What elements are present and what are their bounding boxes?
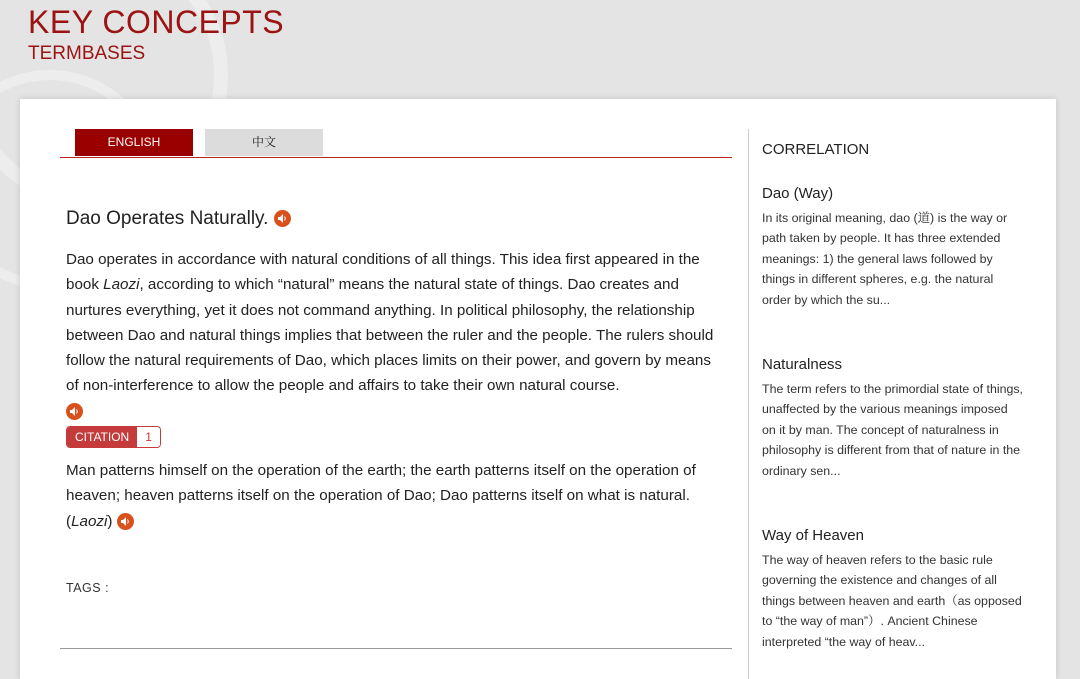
- term-title: [66, 207, 291, 231]
- tab-chinese[interactable]: 中文: [205, 129, 323, 156]
- definition-text: , according to which “natural” means the natural state of things. Dao creates and nurtures everything, yet it does not command anything. In political philosophy, the relationship between Dao and natural things implies that between the ruler and the people. The rulers should follow the natural requirements of Dao, which places limits on their power, and govern by means of non-interference to allow the people and affairs to take their own natural course.: [66, 276, 714, 395]
- citation-close: ): [107, 512, 113, 530]
- correlation-excerpt: The term refers to the primordial state of things, unaffected by the various meanings imposed on it by man. The concept of naturalness in philosophy is different from that of nature in the ordinary sen...: [762, 382, 1024, 478]
- citation-text: [66, 458, 726, 534]
- term-definition: [66, 247, 726, 424]
- divider: [60, 648, 732, 649]
- citation-badge-label: CITATION: [67, 427, 137, 447]
- book-title: Laozi: [103, 276, 140, 294]
- citation-badge-count: 1: [137, 427, 160, 447]
- correlation-title[interactable]: Naturalness: [762, 356, 843, 373]
- citation-body: Man patterns himself on the operation of the earth; the earth patterns itself on the operation of heaven; heaven patterns itself on the operation of Dao; Dao patterns itself on what is natural. (: [66, 462, 696, 530]
- main-content: [60, 99, 732, 679]
- site-title[interactable]: KEY CONCEPTS: [28, 4, 285, 40]
- language-tabs: [60, 129, 732, 158]
- correlation-title[interactable]: Way of Heaven: [762, 527, 864, 544]
- term-title-text: Dao Operates Naturally.: [66, 208, 269, 229]
- speaker-icon[interactable]: [66, 403, 83, 420]
- speaker-icon[interactable]: [117, 513, 134, 530]
- correlation-title[interactable]: Dao (Way): [762, 185, 834, 202]
- citation-badge[interactable]: [66, 426, 161, 448]
- correlation-heading: CORRELATION: [762, 141, 870, 158]
- correlation-item: [762, 526, 1024, 652]
- site-header: [28, 4, 284, 66]
- definition-text: Dao operates in accordance with natural conditions of all things. This idea first appeared in the book: [66, 251, 700, 294]
- content-panel: [20, 99, 1056, 679]
- correlation-excerpt: In its original meaning, dao (道) is the way or path taken by people. It has three extended meanings: 1) the general laws followed by things in different spheres, e.g. the natural order by which the su...: [762, 211, 1008, 307]
- correlation-item: [762, 355, 1024, 481]
- site-subtitle[interactable]: TERMBASES: [28, 43, 146, 64]
- tab-english[interactable]: ENGLISH: [75, 129, 193, 156]
- correlation-item: [762, 184, 1024, 310]
- correlation-sidebar: [748, 129, 1037, 679]
- correlation-excerpt: The way of heaven refers to the basic rule governing the existence and changes of all things between heaven and earth（as opposed to “the way of man”）. Ancient Chinese interpreted “the way of heav...: [762, 553, 1022, 649]
- tags-label: TAGS :: [66, 581, 110, 595]
- citation-source: Laozi: [71, 512, 108, 530]
- speaker-icon[interactable]: [274, 210, 291, 227]
